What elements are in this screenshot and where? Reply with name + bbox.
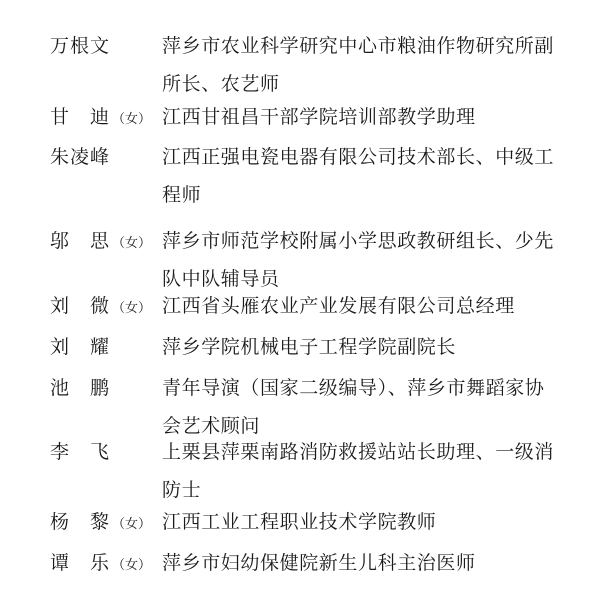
person-title: 上栗县萍栗南路消防救援站站长助理、一级消防士	[162, 441, 555, 501]
person-title: 江西工业工程职业技术学院教师	[162, 511, 437, 533]
person-name: 池 鹏	[50, 377, 111, 399]
person-name: 刘 耀	[50, 336, 111, 358]
person-title: 萍乡学院机械电子工程学院副院长	[162, 336, 457, 358]
person-name: 朱凌峰	[50, 146, 111, 168]
person-title: 萍乡市农业科学研究中心市粮油作物研究所副所长、农艺师	[162, 35, 555, 95]
person-name: 李 飞	[50, 441, 111, 463]
person-name: 杨 黎 （女）	[50, 511, 152, 533]
person-name: 邬 思 （女）	[50, 230, 152, 252]
person-name: 甘 迪 （女）	[50, 106, 152, 128]
person-title: 萍乡市妇幼保健院新生儿科主治医师	[162, 552, 476, 574]
person-title: 萍乡市师范学校附属小学思政教研组长、少先队中队辅导员	[162, 230, 555, 290]
person-name: 谭 乐 （女）	[50, 552, 152, 574]
person-title: 青年导演（国家二级编导）、萍乡市舞蹈家协会艺术顾问	[162, 377, 545, 437]
person-title: 江西省头雁农业产业发展有限公司总经理	[162, 295, 515, 317]
person-title: 江西正强电瓷电器有限公司技术部长、中级工程师	[162, 146, 555, 206]
person-name: 刘 微 （女）	[50, 295, 152, 317]
person-name: 万根文	[50, 35, 111, 57]
person-title: 江西甘祖昌干部学院培训部教学助理	[162, 106, 476, 128]
